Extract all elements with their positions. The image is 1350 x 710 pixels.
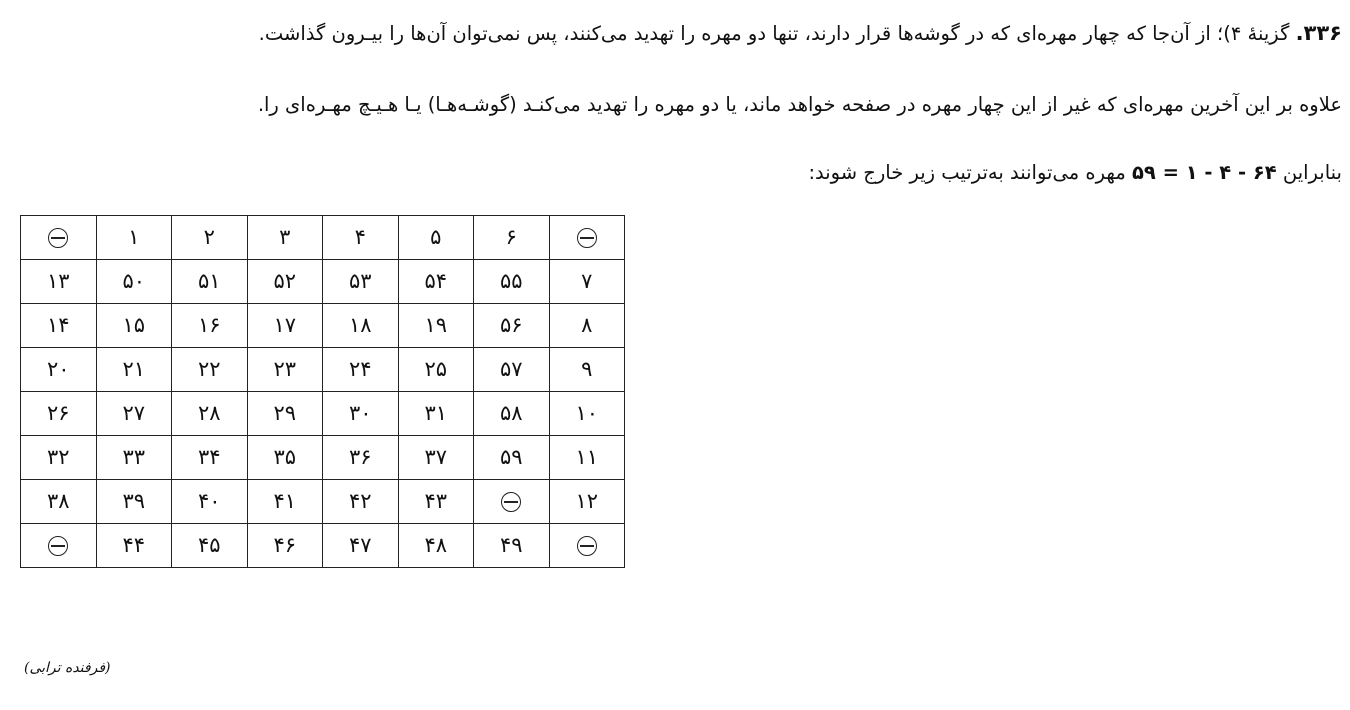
answer-line-1-text: گزینهٔ ۴)؛ از آن‌جا که چهار مهره‌ای که در گوشه‌ها قرار دارند، تنها دو مهره را تهدید می‌کنند، پس نمی‌توان آن‌ها را بیـرون گذاشت.	[258, 22, 1290, 45]
grid-cell: ۳۵	[247, 436, 323, 480]
grid-cell: ۵۳	[323, 260, 399, 304]
grid-cell: ۳۴	[172, 436, 248, 480]
grid-cell: ۲۲	[172, 348, 248, 392]
grid-cell: ۱۶	[172, 304, 248, 348]
grid-cell: ۴	[323, 216, 399, 260]
grid-cell: ۱۰	[549, 392, 625, 436]
grid-row	[21, 480, 625, 524]
grid-cell: ۲۵	[398, 348, 474, 392]
grid-cell: ۴۲	[323, 480, 399, 524]
grid-cell	[549, 216, 625, 260]
grid-cell: ۴۷	[323, 524, 399, 568]
grid-cell: ۱۴	[21, 304, 97, 348]
grid-cell: ۱۳	[21, 260, 97, 304]
grid-cell	[474, 480, 550, 524]
grid-cell: ۱۵	[96, 304, 172, 348]
grid-cell: ۴۸	[398, 524, 474, 568]
grid-cell: ۶	[474, 216, 550, 260]
answer-line-3-end: مهره می‌توانند به‌ترتیب زیر خارج شوند:	[808, 161, 1126, 184]
empty-cell-icon	[48, 228, 68, 248]
grid-row	[21, 348, 625, 392]
grid-cell: ۳۷	[398, 436, 474, 480]
grid-cell: ۴۱	[247, 480, 323, 524]
grid-row	[21, 392, 625, 436]
answer-line-1	[12, 18, 1342, 49]
grid-row	[21, 524, 625, 568]
grid-cell: ۲۸	[172, 392, 248, 436]
empty-cell-icon	[577, 536, 597, 556]
grid-cell: ۵۸	[474, 392, 550, 436]
grid-cell: ۵۶	[474, 304, 550, 348]
grid-cell: ۴۵	[172, 524, 248, 568]
grid-cell: ۷	[549, 260, 625, 304]
grid-cell: ۱۲	[549, 480, 625, 524]
grid-cell: ۲۶	[21, 392, 97, 436]
grid-cell: ۳۱	[398, 392, 474, 436]
answer-line-3	[12, 158, 1342, 188]
grid-cell: ۳۶	[323, 436, 399, 480]
grid-cell: ۲۷	[96, 392, 172, 436]
grid-cell: ۵۹	[474, 436, 550, 480]
grid-cell	[549, 524, 625, 568]
grid-cell: ۴۹	[474, 524, 550, 568]
grid-cell: ۱۷	[247, 304, 323, 348]
grid-cell: ۳۸	[21, 480, 97, 524]
question-number: ۳۳۶.	[1295, 21, 1342, 45]
grid-cell: ۵۴	[398, 260, 474, 304]
grid-cell: ۵	[398, 216, 474, 260]
grid-cell: ۱۸	[323, 304, 399, 348]
answer-line-2	[12, 90, 1342, 120]
grid-cell: ۴۶	[247, 524, 323, 568]
grid-cell: ۲۹	[247, 392, 323, 436]
empty-cell-icon	[577, 228, 597, 248]
grid-row	[21, 436, 625, 480]
grid-cell: ۴۳	[398, 480, 474, 524]
empty-cell-icon	[501, 492, 521, 512]
grid-cell: ۳۲	[21, 436, 97, 480]
grid-cell: ۲۴	[323, 348, 399, 392]
formula: ۵۹ = ۱ - ۴ - ۶۴	[1131, 161, 1277, 184]
grid-cell: ۹	[549, 348, 625, 392]
empty-cell-icon	[48, 536, 68, 556]
grid-cell: ۴۰	[172, 480, 248, 524]
grid-cell: ۵۲	[247, 260, 323, 304]
grid-cell	[21, 524, 97, 568]
grid-cell: ۵۵	[474, 260, 550, 304]
grid-cell: ۱	[96, 216, 172, 260]
grid-row	[21, 304, 625, 348]
grid-cell: ۳	[247, 216, 323, 260]
grid-cell: ۱۹	[398, 304, 474, 348]
grid-cell: ۲۱	[96, 348, 172, 392]
grid-cell: ۵۷	[474, 348, 550, 392]
grid-cell	[21, 216, 97, 260]
answer-line-3-start: بنابراین	[1282, 161, 1342, 184]
board-grid	[20, 215, 625, 568]
answer-line-2-text: علاوه بر این آخرین مهره‌ای که غیر از این چهار مهره در صفحه خواهد ماند، یا دو مهره را تهدید می‌کنـد (گوشـه‌هـا) یـا هـیـچ مهـره‌ای را.	[257, 93, 1342, 116]
grid-cell: ۳۰	[323, 392, 399, 436]
grid-row	[21, 260, 625, 304]
grid-cell: ۱۱	[549, 436, 625, 480]
grid-cell: ۵۱	[172, 260, 248, 304]
grid-row	[21, 216, 625, 260]
grid-cell: ۴۴	[96, 524, 172, 568]
grid-cell: ۳۳	[96, 436, 172, 480]
grid-cell: ۲۰	[21, 348, 97, 392]
author-credit: (فرفنده ترابی)	[24, 660, 111, 676]
grid-cell: ۵۰	[96, 260, 172, 304]
grid-cell: ۲۳	[247, 348, 323, 392]
grid-cell: ۳۹	[96, 480, 172, 524]
grid-cell: ۸	[549, 304, 625, 348]
grid-cell: ۲	[172, 216, 248, 260]
